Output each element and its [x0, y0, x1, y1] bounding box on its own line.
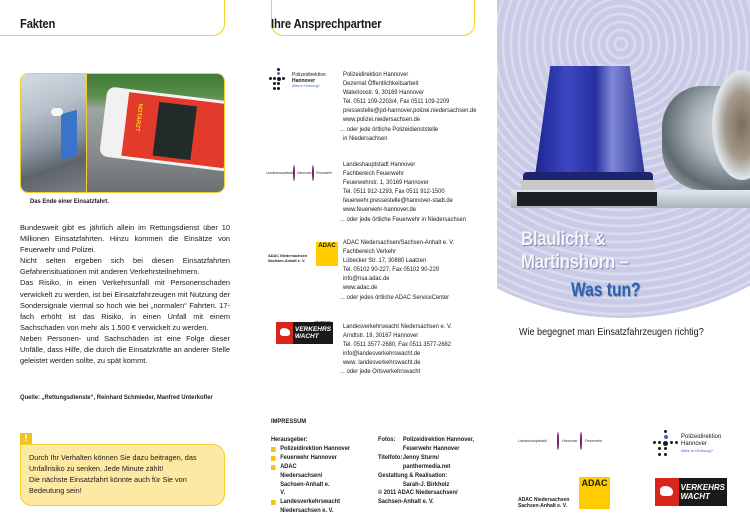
gestaltung-label: Gestaltung & Realisation: — [378, 471, 448, 479]
contact-phone: Tel. 05102 90-227, Fax 05102 90-229 — [343, 266, 439, 274]
contact-website-link[interactable]: www.feuerwehr-hannover.de — [343, 206, 416, 214]
contact-org: Polizeidirektion Hannover — [343, 71, 409, 78]
facts-paragraph: Neben Personen- und Sachschäden ist eine Folge dieser Unfälle, dass Hilfe, die durch die Einsatzkräfte an anderer Stelle geleistet werden sollte, zu spät kommt. — [20, 333, 230, 366]
contact-dept: Fachbereich Feuerwehr — [343, 170, 404, 178]
contact-email-link[interactable]: info@nsa.adac.de — [343, 275, 390, 283]
titelfoto-value: Jenny Sturm/ — [402, 453, 439, 461]
contact-note: … oder jedes örtliche ADAC ServiceCenter — [339, 293, 449, 301]
contact-address: Lübecker Str. 17, 30880 Laatzen — [343, 257, 427, 265]
publisher-item: Feuerwehr Hannover — [271, 454, 350, 463]
accident-photo — [20, 73, 225, 193]
logo-text: Hannover — [681, 441, 708, 447]
logo-text: WACHT — [680, 492, 710, 501]
logo-text: VERKEHRS — [680, 483, 725, 492]
adac-logo — [268, 242, 338, 270]
contact-phone: Tel. 0511 3577-2680, Fax 0511 3577-2682 — [343, 341, 451, 349]
contact-address: Feuerwehrstr. 1, 30169 Hannover — [343, 179, 429, 187]
logo-text: Hannover — [292, 78, 316, 84]
cover-title-line: Blaulicht & — [521, 228, 606, 250]
contact-website-link[interactable]: www.polizei.niedersachsen.de — [343, 116, 421, 124]
logo-text: DEUTSCHE — [314, 320, 331, 324]
logo-text: Polizeidirektion — [292, 72, 326, 78]
logo-text: Sachsen-Anhalt e. V. — [518, 503, 567, 509]
gestaltung-value: Sarah-J. Birkholz — [402, 480, 450, 488]
copyright: © 2011 ADAC Niedersachsen/ — [378, 489, 458, 497]
feuerwehr-hannover-logo — [518, 432, 610, 450]
polizei-logo — [652, 430, 732, 456]
fotos-label: Fotos: — [378, 436, 396, 443]
contact-dept: Fachbereich Verkehr — [343, 248, 397, 256]
logo-text: Feuerwehr — [585, 439, 603, 443]
logo-slogan: Alles in Ordnung? — [681, 448, 713, 453]
contact-note: … oder jede örtliche Feuerwehr in Niedersachsen — [339, 215, 466, 223]
logo-text: Landeshauptstadt — [518, 439, 547, 443]
contact-note: in Niedersachsen — [343, 134, 388, 142]
cover-title — [521, 228, 629, 274]
contact-org: Landesverkehrswacht Niedersachsen e. V. — [343, 323, 452, 330]
logo-text: Sachsen-Anhalt e. V. — [268, 258, 306, 263]
contact-dept: Dezernat Öffentlichkeitsarbeit — [343, 80, 419, 88]
adac-logo-text — [268, 254, 307, 263]
contact-adac — [339, 238, 455, 302]
facts-paragraph: Das Risiko, in einen Verkehrsunfall mit Personenschaden verwickelt zu werden, ist bei Einsatzfahrzeugen mit Nutzung der Sondersignale viermal so hoch wie bei „normalen“ Fahrten. 17-fach erhöht ist das Risiko, in einen Unfall mit einem Sachschaden von mehr als 1.500 € verwickelt zu werden. — [20, 278, 230, 332]
logo-text: ADAC Niedersachsen — [518, 497, 570, 503]
source-citation: Quelle: „Rettungsdienste“, Reinhard Schmieder, Manfred Unterkofler — [20, 394, 213, 401]
photo-caption: Das Ende einer Einsatzfahrt. — [30, 198, 110, 205]
publisher-item: Landesverkehrswacht Niedersachsen e. V. — [271, 498, 341, 516]
logo-text: Landeshauptstadt — [266, 171, 293, 175]
alert-text: Die nächste Einsatzfahrt könnte auch für Sie von Bedeutung sein! — [29, 475, 187, 495]
alert-callout — [20, 444, 225, 506]
contact-website-link[interactable]: www.adac.de — [343, 284, 378, 292]
overturned-ambulance-image: NOTARZT — [87, 74, 224, 192]
contact-note: … oder jede Ortsverkehrswacht — [339, 368, 421, 376]
blue-light-icon — [535, 66, 645, 176]
impressum-heading: IMPRESSUM — [271, 418, 307, 425]
titelfoto-value: panthermedia.net — [402, 462, 451, 470]
contact-phone: Tel. 0511 109-2203/4, Fax 0511 109-2209 — [343, 98, 450, 106]
fotos-value: Polizeidirektion Hannover, — [402, 436, 475, 443]
contact-org: ADAC Niedersachsen/Sachsen-Anhalt e. V. — [343, 239, 455, 246]
blue-light-ring — [521, 180, 655, 190]
adac-logo-box: ADAC — [579, 477, 610, 509]
publisher-label: Herausgeber: — [271, 436, 308, 443]
damaged-police-car-image — [21, 74, 87, 192]
logo-text: WACHT — [294, 333, 319, 340]
verkehrswacht-logo — [276, 322, 333, 344]
contact-website-link[interactable]: www. landesverkehrswacht.de — [343, 359, 421, 367]
copyright: Sachsen-Anhalt e. V. — [378, 498, 434, 506]
polizei-logo — [268, 68, 334, 90]
adac-logo-text — [518, 497, 569, 509]
logo-text: DEUTSCHE — [708, 477, 725, 481]
contact-note: … oder jede örtliche Polizeidienststelle — [339, 125, 439, 133]
adac-logo-box: ADAC — [316, 242, 338, 266]
logo-text: ADAC Niedersachsen — [268, 254, 308, 258]
horse-icon — [655, 478, 679, 506]
contacts-heading: Ihre Ansprechpartner — [271, 17, 382, 31]
contact-email-link[interactable]: pressestelle@pd-hannover.polizei.niedersachsen.de — [343, 107, 477, 115]
impressum-credits — [378, 436, 474, 507]
cover-title-line: Martinshorn – — [521, 251, 629, 273]
contact-polizei — [339, 70, 477, 143]
contact-phone: Tel. 0511 912-1293, Fax 0511 912-1500 — [343, 188, 445, 196]
facts-paragraph: Bundesweit gibt es jährlich allein im Rettungsdienst über 10 Millionen Einsatzfahrten. Hinzu kommen die Einsätze von Feuerwehr und Polizei. — [20, 223, 230, 255]
cover-subtitle: Was tun? — [571, 280, 641, 301]
facts-heading: Fakten — [20, 17, 56, 31]
logo-text: Hannover — [297, 171, 312, 175]
publisher-item: ADAC Niedersachsen/ Sachsen-Anhalt e. V. — [271, 463, 335, 499]
facts-paragraph: Nicht selten ergeben sich bei diesen Einsatzfahrten Gefahrensituationen mit anderen Verkehrsteilnehmern. — [20, 256, 230, 277]
logo-text: Feuerwehr — [316, 171, 333, 175]
adac-logo — [518, 477, 610, 509]
alert-text: Durch Ihr Verhalten können Sie dazu beitragen, das Unfallrisiko zu senken. Jede Minute zählt! — [29, 453, 197, 473]
polizei-star-icon — [652, 430, 678, 456]
fotos-value: Feuerwehr Hannover — [402, 444, 460, 452]
contact-address: Waterloostr. 9, 30169 Hannover — [343, 89, 425, 97]
horse-icon — [276, 322, 293, 344]
logo-text: VERKEHRS — [294, 326, 331, 333]
contact-feuerwehr — [339, 160, 466, 224]
exclamation-icon: ! — [20, 433, 32, 444]
polizei-star-icon — [268, 68, 290, 90]
contact-address: Arndtstr. 19, 30167 Hannover — [343, 332, 419, 340]
titelfoto-label: Titelfoto: — [378, 453, 403, 461]
contact-verkehrswacht — [339, 322, 452, 377]
contact-org: Landeshauptstadt Hannover — [343, 161, 416, 168]
verkehrswacht-logo — [655, 478, 727, 506]
facts-body — [20, 222, 230, 366]
feuerwehr-hannover-logo — [266, 165, 336, 181]
cover-tagline: Wie begegnet man Einsatzfahrzeugen richtig? — [519, 326, 704, 338]
logo-slogan: Alles in Ordnung? — [292, 84, 320, 88]
publisher-item: Polizeidirektion Hannover — [271, 445, 350, 454]
impressum-publishers — [271, 436, 350, 516]
logo-text: Hannover — [562, 439, 578, 443]
logo-text: Polizeidirektion — [681, 434, 722, 440]
contact-email-link[interactable]: info@landesverkehrswacht.de — [343, 350, 421, 358]
contact-email-link[interactable]: feuerwehr.pressestelle@hannover-stadt.de — [343, 197, 453, 205]
vehicle-roof-dark — [517, 192, 657, 206]
